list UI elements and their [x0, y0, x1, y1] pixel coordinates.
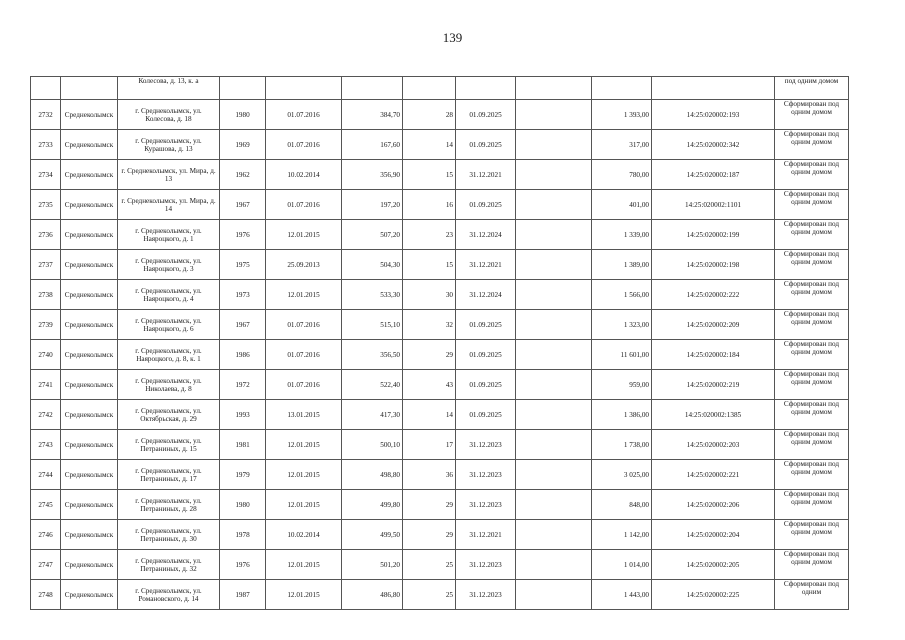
cell-empty [61, 77, 118, 100]
status-cell: Сформирован под одним домом [775, 190, 849, 220]
region-cell: Среднеколымск [61, 460, 118, 490]
cell-empty [266, 77, 342, 100]
residents-count-cell: 14 [403, 400, 456, 430]
date-start-cell: 01.07.2016 [266, 370, 342, 400]
area-cell: 197,20 [342, 190, 403, 220]
area-cell: 498,80 [342, 460, 403, 490]
table-row [31, 160, 849, 190]
area-cell: 499,50 [342, 520, 403, 550]
address-cell: г. Среднеколымск, ул. Наяроцкого, д. 4 [118, 280, 220, 310]
cell-empty [516, 520, 592, 550]
year-built-cell: 1967 [220, 190, 266, 220]
address-cell: г. Среднеколымск, ул. Мира, д. 14 [118, 190, 220, 220]
cell-empty [516, 220, 592, 250]
table-row [31, 310, 849, 340]
amount-cell: 1 738,00 [592, 430, 652, 460]
status-cell: Сформирован под одним домом [775, 460, 849, 490]
table-row [31, 100, 849, 130]
date-start-cell: 12.01.2015 [266, 430, 342, 460]
address-cell: г. Среднеколымск, ул. Колесова, д. 18 [118, 100, 220, 130]
cell-empty [652, 77, 775, 100]
residents-count-cell: 43 [403, 370, 456, 400]
row-number-cell: 2733 [31, 130, 61, 160]
deadline-date-cell: 31.12.2021 [456, 250, 516, 280]
row-number-cell: 2747 [31, 550, 61, 580]
region-cell: Среднеколымск [61, 400, 118, 430]
table-row [31, 550, 849, 580]
year-built-cell: 1973 [220, 280, 266, 310]
year-built-cell: 1976 [220, 220, 266, 250]
cadastral-number-cell: 14:25:020002:205 [652, 550, 775, 580]
table-row [31, 400, 849, 430]
region-cell: Среднеколымск [61, 430, 118, 460]
address-cell: г. Среднеколымск, ул. Петраниных, д. 30 [118, 520, 220, 550]
date-start-cell: 01.07.2016 [266, 100, 342, 130]
cadastral-number-cell: 14:25:020002:203 [652, 430, 775, 460]
residents-count-cell: 15 [403, 250, 456, 280]
cadastral-number-cell: 14:25:020002:193 [652, 100, 775, 130]
year-built-cell: 1987 [220, 580, 266, 610]
cell-empty [516, 580, 592, 610]
address-cell: Колесова, д. 13, к. а [118, 77, 220, 100]
region-cell: Среднеколымск [61, 580, 118, 610]
date-start-cell: 10.02.2014 [266, 520, 342, 550]
address-cell: г. Среднеколымск, ул. Петраниных, д. 15 [118, 430, 220, 460]
cell-empty [516, 100, 592, 130]
area-cell: 486,80 [342, 580, 403, 610]
row-number-cell: 2737 [31, 250, 61, 280]
year-built-cell: 1969 [220, 130, 266, 160]
row-number-cell: 2746 [31, 520, 61, 550]
area-cell: 500,10 [342, 430, 403, 460]
cadastral-number-cell: 14:25:020002:219 [652, 370, 775, 400]
residents-count-cell: 25 [403, 550, 456, 580]
area-cell: 356,50 [342, 340, 403, 370]
date-start-cell: 01.07.2016 [266, 340, 342, 370]
address-cell: г. Среднеколымск, ул. Мира, д. 13 [118, 160, 220, 190]
row-number-cell: 2743 [31, 430, 61, 460]
year-built-cell: 1962 [220, 160, 266, 190]
cell-empty [516, 190, 592, 220]
address-cell: г. Среднеколымск, ул. Романовского, д. 14 [118, 580, 220, 610]
deadline-date-cell: 31.12.2021 [456, 160, 516, 190]
cell-empty [516, 430, 592, 460]
cell-empty [516, 310, 592, 340]
amount-cell: 1 386,00 [592, 400, 652, 430]
residents-count-cell: 29 [403, 520, 456, 550]
cell-empty [403, 77, 456, 100]
page-number: 139 [442, 30, 463, 45]
date-start-cell: 12.01.2015 [266, 550, 342, 580]
date-start-cell: 12.01.2015 [266, 280, 342, 310]
address-cell: г. Среднеколымск, ул. Петраниных, д. 17 [118, 460, 220, 490]
table-row [31, 340, 849, 370]
year-built-cell: 1981 [220, 430, 266, 460]
amount-cell: 1 323,00 [592, 310, 652, 340]
cadastral-number-cell: 14:25:020002:199 [652, 220, 775, 250]
cadastral-number-cell: 14:25:020002:225 [652, 580, 775, 610]
area-cell: 515,10 [342, 310, 403, 340]
residents-count-cell: 14 [403, 130, 456, 160]
date-start-cell: 01.07.2016 [266, 310, 342, 340]
region-cell: Среднеколымск [61, 550, 118, 580]
cell-empty [516, 130, 592, 160]
table-row [31, 490, 849, 520]
residents-count-cell: 36 [403, 460, 456, 490]
region-cell: Среднеколымск [61, 100, 118, 130]
status-cell: Сформирован под одним домом [775, 490, 849, 520]
cell-empty [592, 77, 652, 100]
region-cell: Среднеколымск [61, 220, 118, 250]
row-number-cell: 2741 [31, 370, 61, 400]
address-cell: г. Среднеколымск, ул. Наяроцкого, д. 6 [118, 310, 220, 340]
status-cell: Сформирован под одним [775, 580, 849, 610]
status-cell: Сформирован под одним домом [775, 400, 849, 430]
status-cell: Сформирован под одним домом [775, 430, 849, 460]
cadastral-number-cell: 14:25:020002:1385 [652, 400, 775, 430]
cell-empty [456, 77, 516, 100]
cell-empty [516, 550, 592, 580]
area-cell: 167,60 [342, 130, 403, 160]
deadline-date-cell: 01.09.2025 [456, 310, 516, 340]
address-cell: г. Среднеколымск, ул. Петраниных, д. 28 [118, 490, 220, 520]
region-cell: Среднеколымск [61, 280, 118, 310]
area-cell: 384,70 [342, 100, 403, 130]
row-number-cell: 2744 [31, 460, 61, 490]
year-built-cell: 1980 [220, 100, 266, 130]
cell-empty [516, 490, 592, 520]
area-cell: 504,30 [342, 250, 403, 280]
address-cell: г. Среднеколымск, ул. Петраниных, д. 32 [118, 550, 220, 580]
table-row [31, 580, 849, 610]
cell-empty [516, 340, 592, 370]
amount-cell: 317,00 [592, 130, 652, 160]
deadline-date-cell: 31.12.2024 [456, 280, 516, 310]
cadastral-number-cell: 14:25:020002:222 [652, 280, 775, 310]
row-number-cell: 2748 [31, 580, 61, 610]
year-built-cell: 1978 [220, 520, 266, 550]
cell-empty [516, 250, 592, 280]
table-row [31, 520, 849, 550]
region-cell: Среднеколымск [61, 370, 118, 400]
address-cell: г. Среднеколымск, ул. Курашова, д. 13 [118, 130, 220, 160]
year-built-cell: 1976 [220, 550, 266, 580]
date-start-cell: 01.07.2016 [266, 190, 342, 220]
date-start-cell: 10.02.2014 [266, 160, 342, 190]
area-cell: 501,20 [342, 550, 403, 580]
amount-cell: 1 393,00 [592, 100, 652, 130]
area-cell: 356,90 [342, 160, 403, 190]
residents-count-cell: 15 [403, 160, 456, 190]
deadline-date-cell: 31.12.2023 [456, 580, 516, 610]
amount-cell: 3 025,00 [592, 460, 652, 490]
date-start-cell: 12.01.2015 [266, 460, 342, 490]
amount-cell: 1 566,00 [592, 280, 652, 310]
status-cell: Сформирован под одним домом [775, 340, 849, 370]
residents-count-cell: 32 [403, 310, 456, 340]
row-number-cell: 2734 [31, 160, 61, 190]
row-number-cell: 2732 [31, 100, 61, 130]
cadastral-number-cell: 14:25:020002:187 [652, 160, 775, 190]
year-built-cell: 1979 [220, 460, 266, 490]
row-number-cell: 2735 [31, 190, 61, 220]
table-row [31, 430, 849, 460]
row-number-cell: 2742 [31, 400, 61, 430]
region-cell: Среднеколымск [61, 190, 118, 220]
deadline-date-cell: 31.12.2024 [456, 220, 516, 250]
cell-empty [516, 400, 592, 430]
status-cell: Сформирован под одним домом [775, 160, 849, 190]
table-row-continued [31, 77, 849, 100]
residents-count-cell: 28 [403, 100, 456, 130]
table-row [31, 190, 849, 220]
cell-empty [31, 77, 61, 100]
cadastral-number-cell: 14:25:020002:209 [652, 310, 775, 340]
region-cell: Среднеколымск [61, 520, 118, 550]
table-row [31, 220, 849, 250]
cadastral-number-cell: 14:25:020002:204 [652, 520, 775, 550]
amount-cell: 11 601,00 [592, 340, 652, 370]
amount-cell: 1 014,00 [592, 550, 652, 580]
residents-count-cell: 29 [403, 340, 456, 370]
residents-count-cell: 30 [403, 280, 456, 310]
cadastral-number-cell: 14:25:020002:1101 [652, 190, 775, 220]
year-built-cell: 1967 [220, 310, 266, 340]
table-row [31, 280, 849, 310]
deadline-date-cell: 31.12.2023 [456, 550, 516, 580]
region-cell: Среднеколымск [61, 130, 118, 160]
status-cell: Сформирован под одним домом [775, 130, 849, 160]
date-start-cell: 12.01.2015 [266, 580, 342, 610]
area-cell: 417,30 [342, 400, 403, 430]
region-cell: Среднеколымск [61, 340, 118, 370]
cell-empty [516, 77, 592, 100]
status-cell: Сформирован под одним домом [775, 100, 849, 130]
deadline-date-cell: 01.09.2025 [456, 340, 516, 370]
amount-cell: 401,00 [592, 190, 652, 220]
cell-empty [516, 160, 592, 190]
year-built-cell: 1986 [220, 340, 266, 370]
deadline-date-cell: 01.09.2025 [456, 100, 516, 130]
deadline-date-cell: 01.09.2025 [456, 400, 516, 430]
year-built-cell: 1993 [220, 400, 266, 430]
table-row [31, 460, 849, 490]
cadastral-number-cell: 14:25:020002:198 [652, 250, 775, 280]
status-cell: Сформирован под одним домом [775, 220, 849, 250]
address-cell: г. Среднеколымск, ул. Октябрьская, д. 29 [118, 400, 220, 430]
date-start-cell: 01.07.2016 [266, 130, 342, 160]
cadastral-number-cell: 14:25:020002:184 [652, 340, 775, 370]
cadastral-number-cell: 14:25:020002:221 [652, 460, 775, 490]
area-cell: 533,30 [342, 280, 403, 310]
status-cell: Сформирован под одним домом [775, 520, 849, 550]
row-number-cell: 2736 [31, 220, 61, 250]
deadline-date-cell: 01.09.2025 [456, 130, 516, 160]
residents-count-cell: 17 [403, 430, 456, 460]
residents-count-cell: 16 [403, 190, 456, 220]
row-number-cell: 2739 [31, 310, 61, 340]
date-start-cell: 25.09.2013 [266, 250, 342, 280]
cadastral-number-cell: 14:25:020002:206 [652, 490, 775, 520]
row-number-cell: 2740 [31, 340, 61, 370]
amount-cell: 1 389,00 [592, 250, 652, 280]
status-cell: под одним домом [775, 77, 849, 100]
table-row [31, 250, 849, 280]
amount-cell: 959,00 [592, 370, 652, 400]
amount-cell: 780,00 [592, 160, 652, 190]
status-cell: Сформирован под одним домом [775, 370, 849, 400]
amount-cell: 848,00 [592, 490, 652, 520]
year-built-cell: 1980 [220, 490, 266, 520]
deadline-date-cell: 31.12.2023 [456, 430, 516, 460]
residents-count-cell: 25 [403, 580, 456, 610]
table-row [31, 130, 849, 160]
cell-empty [220, 77, 266, 100]
table-row [31, 370, 849, 400]
amount-cell: 1 443,00 [592, 580, 652, 610]
deadline-date-cell: 31.12.2023 [456, 490, 516, 520]
deadline-date-cell: 31.12.2021 [456, 520, 516, 550]
row-number-cell: 2745 [31, 490, 61, 520]
region-cell: Среднеколымск [61, 250, 118, 280]
date-start-cell: 12.01.2015 [266, 490, 342, 520]
address-cell: г. Среднеколымск, ул. Наяроцкого, д. 8, к. 1 [118, 340, 220, 370]
residents-count-cell: 23 [403, 220, 456, 250]
cadastral-number-cell: 14:25:020002:342 [652, 130, 775, 160]
status-cell: Сформирован под одним домом [775, 280, 849, 310]
date-start-cell: 12.01.2015 [266, 220, 342, 250]
deadline-date-cell: 31.12.2023 [456, 460, 516, 490]
cell-empty [516, 370, 592, 400]
region-cell: Среднеколымск [61, 490, 118, 520]
amount-cell: 1 339,00 [592, 220, 652, 250]
region-cell: Среднеколымск [61, 160, 118, 190]
cell-empty [516, 460, 592, 490]
area-cell: 507,20 [342, 220, 403, 250]
cell-empty [516, 280, 592, 310]
year-built-cell: 1975 [220, 250, 266, 280]
date-start-cell: 13.01.2015 [266, 400, 342, 430]
row-number-cell: 2738 [31, 280, 61, 310]
deadline-date-cell: 01.09.2025 [456, 370, 516, 400]
cell-empty [342, 77, 403, 100]
amount-cell: 1 142,00 [592, 520, 652, 550]
residents-count-cell: 29 [403, 490, 456, 520]
status-cell: Сформирован под одним домом [775, 250, 849, 280]
area-cell: 499,80 [342, 490, 403, 520]
address-cell: г. Среднеколымск, ул. Николаева, д. 8 [118, 370, 220, 400]
year-built-cell: 1972 [220, 370, 266, 400]
deadline-date-cell: 01.09.2025 [456, 190, 516, 220]
address-cell: г. Среднеколымск, ул. Наяроцкого, д. 1 [118, 220, 220, 250]
housing-registry-table [30, 76, 849, 610]
status-cell: Сформирован под одним домом [775, 310, 849, 340]
status-cell: Сформирован под одним домом [775, 550, 849, 580]
area-cell: 522,40 [342, 370, 403, 400]
address-cell: г. Среднеколымск, ул. Наяроцкого, д. 3 [118, 250, 220, 280]
region-cell: Среднеколымск [61, 310, 118, 340]
